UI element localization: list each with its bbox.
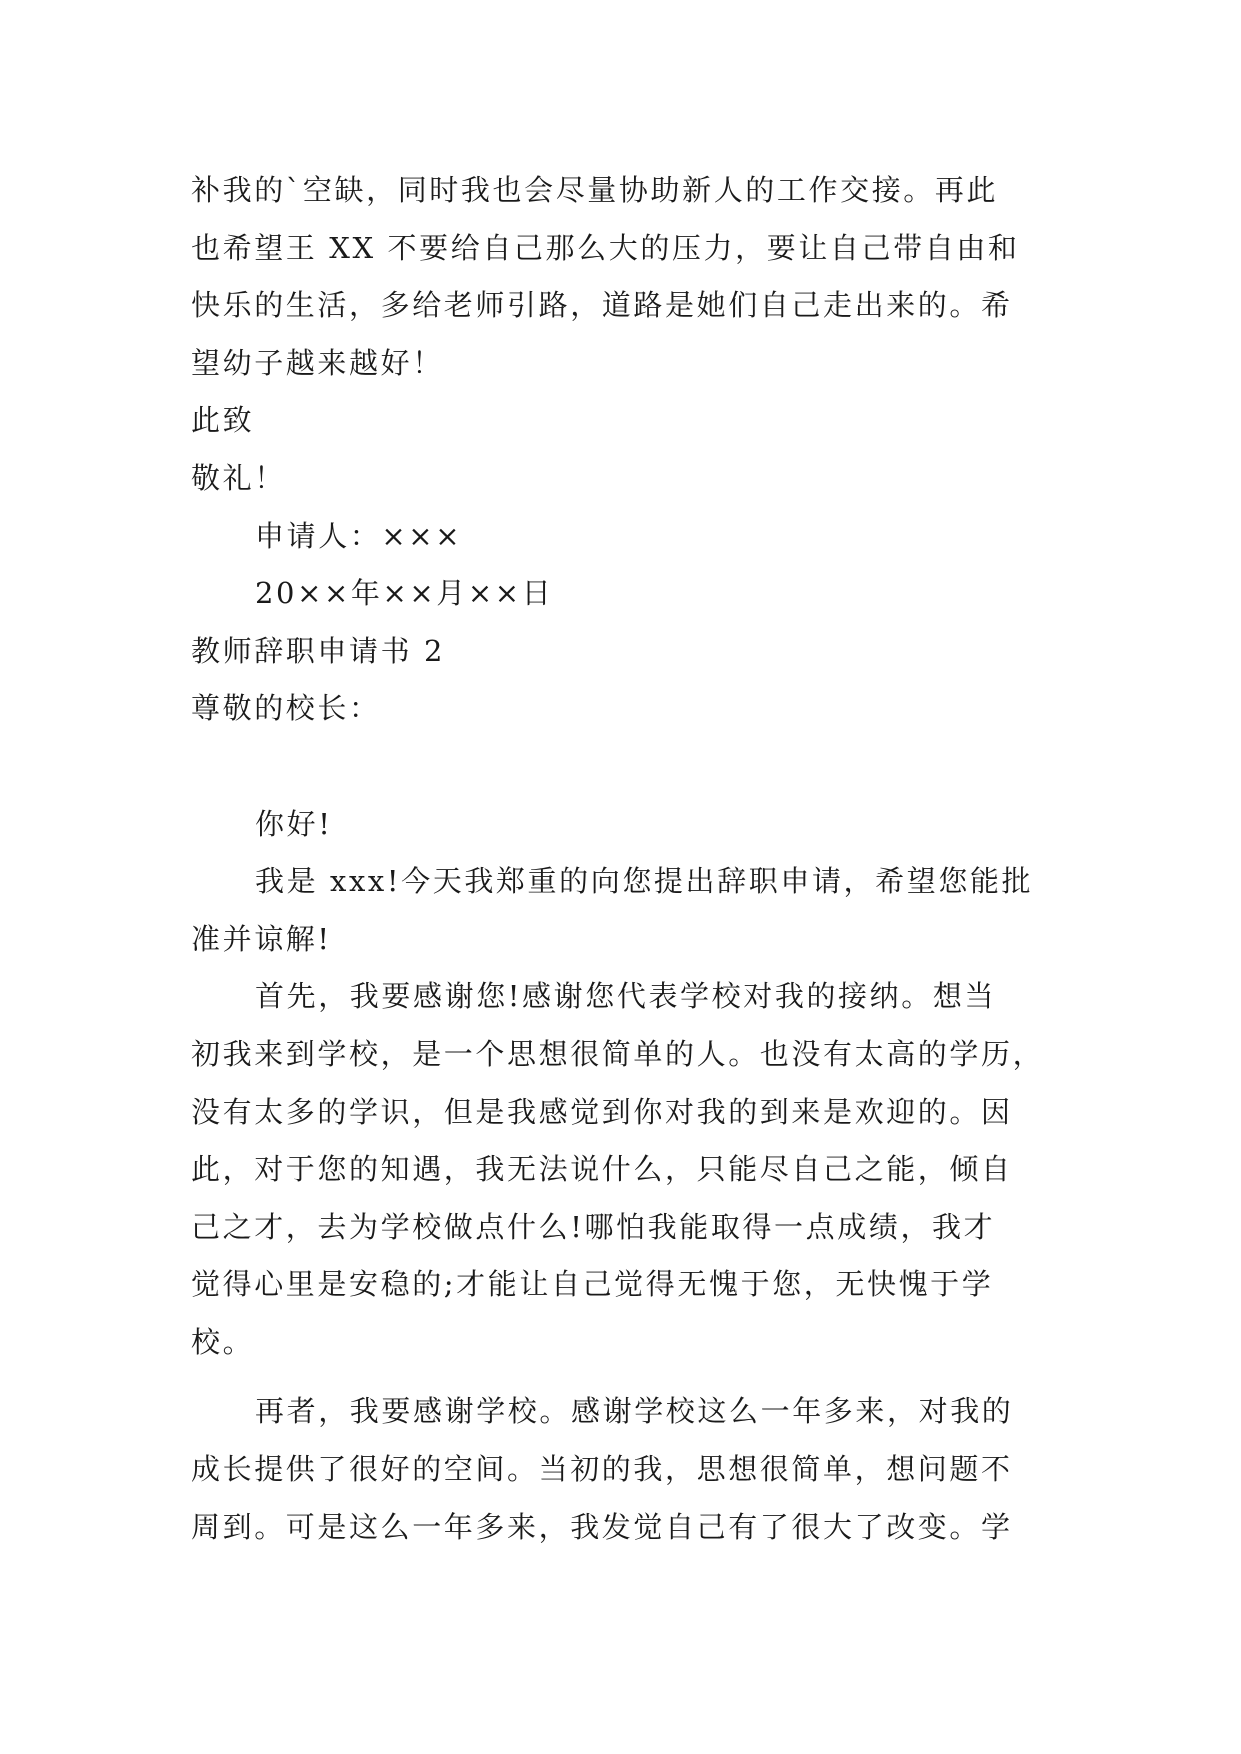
text-line: 我是 xxx!今天我郑重的向您提出辞职申请，希望您能批 [255, 864, 1034, 899]
text-line: 觉得心里是安稳的;才能让自己觉得无愧于您，无快愧于学 [191, 1267, 994, 1302]
text-line: 补我的`空缺，同时我也会尽量协助新人的工作交接。再此 [191, 173, 999, 207]
text-line: 望幼子越来越好！ [191, 345, 444, 380]
document-body [191, 162, 1055, 1556]
text-line: 己之才，去为学校做点什么!哪怕我能取得一点成绩，我才 [191, 1209, 996, 1244]
greeting-hello: 你好! [255, 806, 333, 841]
signature-date: 20××年××月××日 [255, 576, 554, 611]
text-line: 此，对于您的知遇，我无法说什么，只能尽自己之能，倾自 [191, 1152, 1013, 1187]
closing-salutation: 此致 [191, 403, 255, 438]
text-line: 也希望王 XX 不要给自己那么大的压力，要让自己带自由和 [191, 230, 1020, 265]
applicant-signature: 申请人：××× [255, 518, 463, 553]
text-line: 成长提供了很好的空间。当初的我，思想很简单，想问题不 [191, 1452, 1013, 1487]
text-line: 准并谅解! [191, 921, 332, 956]
text-line: 快乐的生活，多给老师引路，道路是她们自己走出来的。希 [191, 288, 1013, 323]
text-line: 没有太多的学识，但是我感觉到你对我的到来是欢迎的。因 [191, 1094, 1013, 1129]
greeting-recipient: 尊敬的校长： [191, 691, 381, 726]
closing-regards: 敬礼！ [191, 460, 286, 495]
blank-line [191, 738, 1055, 796]
text-line: 再者，我要感谢学校。感谢学校这么一年多来，对我的 [255, 1394, 1014, 1429]
section-title: 教师辞职申请书 2 [191, 633, 446, 668]
text-line: 校。 [191, 1324, 255, 1359]
paragraph-spacing [191, 1371, 1055, 1383]
text-line: 首先，我要感谢您!感谢您代表学校对我的接纳。想当 [255, 979, 997, 1014]
text-line: 初我来到学校，是一个思想很简单的人。也没有太高的学历， [191, 1036, 1045, 1071]
text-line: 周到。可是这么一年多来，我发觉自己有了很大了改变。学 [191, 1509, 1013, 1544]
